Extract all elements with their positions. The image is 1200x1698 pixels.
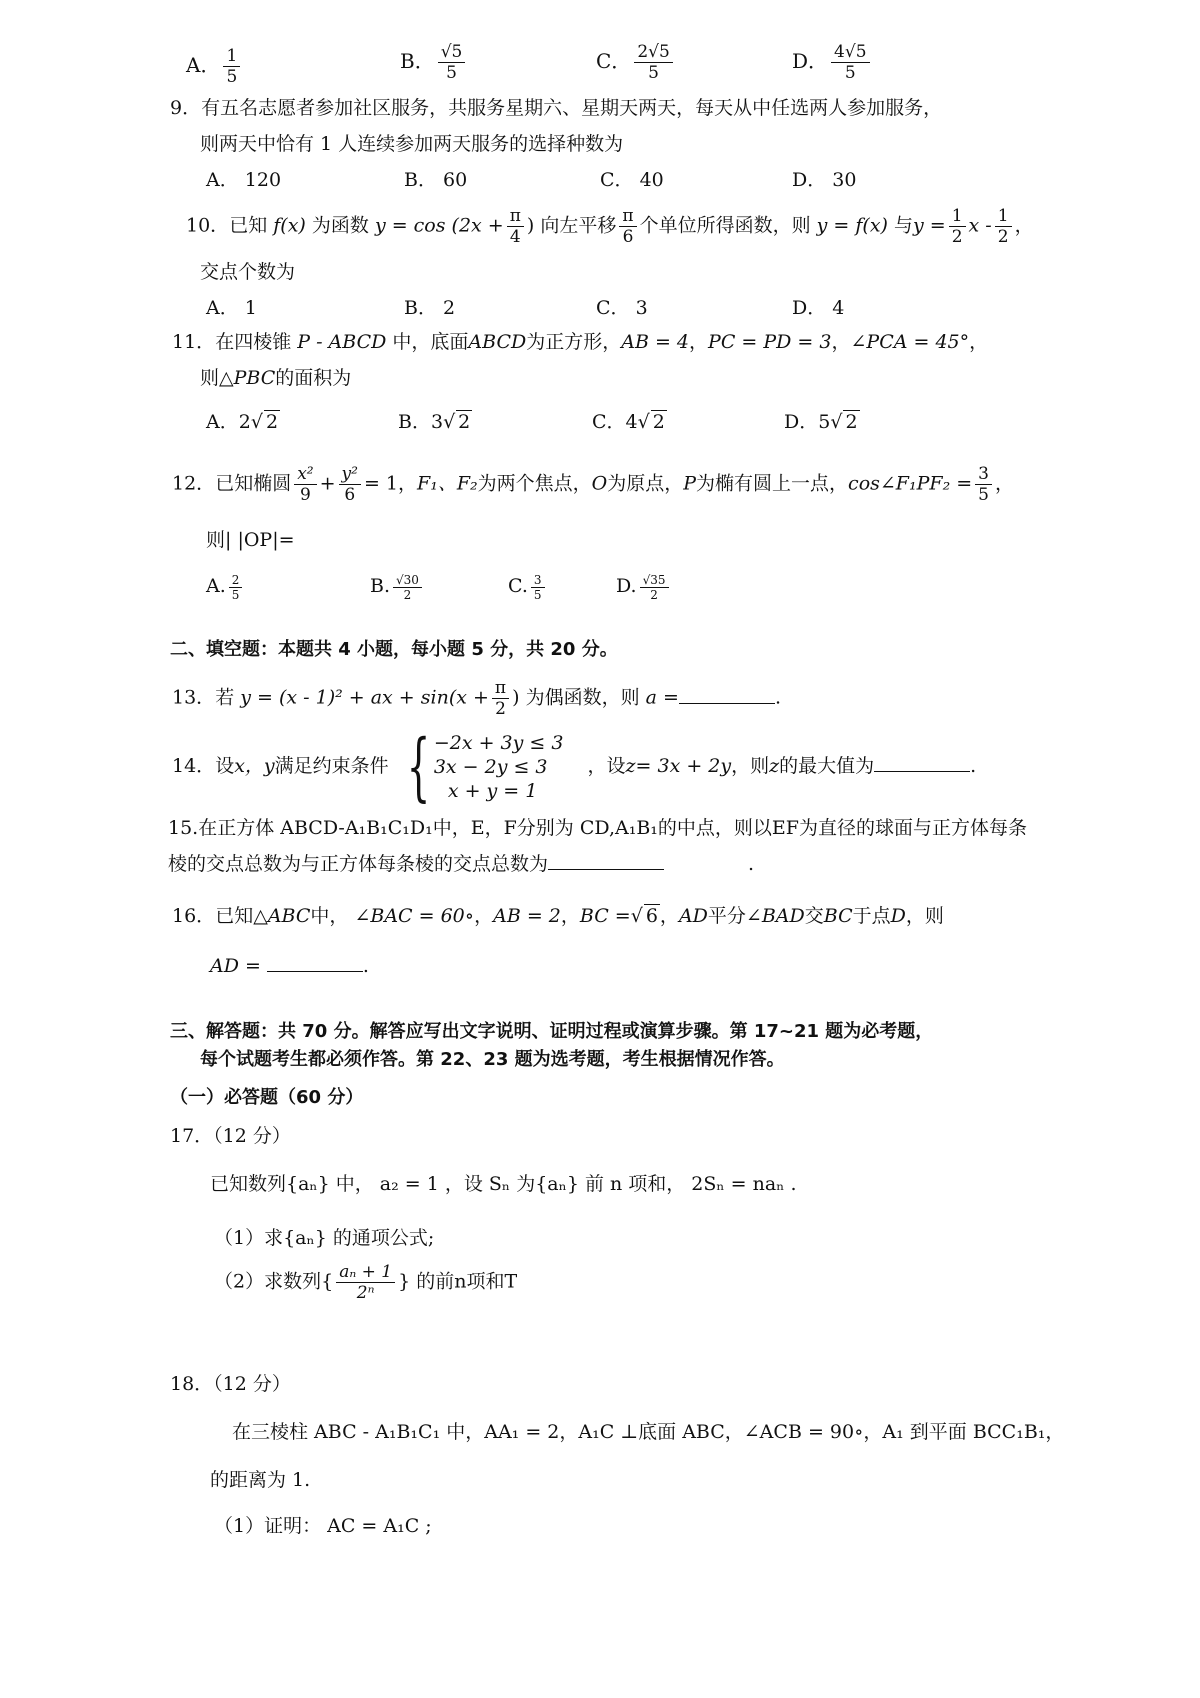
q14-line: 14．设x，y满足约束条件 { −2x + 3y ≤ 3 3x − 2y ≤ 3 x + y = 1 ，设z= 3x + 2y，则z的最大值为 . — [172, 724, 977, 810]
q10-option-a: A． 1 — [206, 297, 257, 319]
q12-option-b: B. $\frac{√30}{2}$ — [370, 572, 425, 602]
section-3-heading-line2: 每个试题考生都必须作答。第 22、23 题为选考题，考生根据情况作答。 — [200, 1049, 785, 1070]
q11-line1: 11．在四棱锥 P - ABCD 中，底面ABCD为正方形，AB = 4，PC = PD = 3，∠PCA = 45°， — [172, 331, 989, 353]
q15-line1: 15.在正方体 ABCD-A₁B₁C₁D₁中，E，F分别为 CD,A₁B₁的中点，则以EF为直径的球面与正方体每条 — [168, 817, 1027, 839]
q18-part1: （1）证明： AC = A₁C ; — [214, 1515, 432, 1537]
q11-line2: 则△PBC的面积为 — [200, 367, 352, 389]
q18-statement-line2: 的距离为 1. — [210, 1469, 311, 1491]
q13-line: 13．若 y = (x - 1)² + ax + sin(x + $\frac{\pi}{2}$ ) 为偶函数，则 a = . — [172, 678, 781, 719]
q8-option-d: D． $\frac{4√5}{5}$ — [792, 42, 873, 83]
q12-option-d: D. $\frac{√35}{2}$ — [616, 572, 672, 602]
q16-line1: 16．已知△ABC中， ∠BAC = 60∘，AB = 2，BC =√ 6 ，AD平分∠BAD交BC于点D，则 — [172, 905, 944, 927]
q11-option-c: C．4√ 2 — [592, 411, 665, 433]
q14-constraint-system: { −2x + 3y ≤ 3 3x − 2y ≤ 3 x + y = 1 — [406, 724, 564, 810]
section-2-heading: 二、填空题：本题共 4 小题，每小题 5 分，共 20 分。 — [170, 639, 618, 660]
q17-part1: （1）求{aₙ} 的通项公式; — [214, 1227, 435, 1249]
q10-line2: 交点个数为 — [200, 261, 296, 283]
q11-option-d: D．5√ 2 — [784, 411, 858, 433]
q11-option-b: B．3√ 2 — [398, 411, 471, 433]
q17-header: 17．（12 分） — [170, 1125, 291, 1147]
q12-line1: 12．已知椭圆 $\frac{\text{x²}}{9}$ + $\frac{\text{y²}}{6}$ = 1，F₁、F₂为两个焦点，O为原点，P为椭有圆上一点，cos∠F₁PF₂ = $\frac{3}{5}$ ， — [172, 464, 1014, 505]
q15-answer-blank[interactable] — [548, 851, 664, 870]
q17-part2: （2）求数列{ $\frac{\text{aₙ + 1}}{\text{2ⁿ}}$ } 的前n项和T — [214, 1262, 518, 1303]
q17-statement: 已知数列{aₙ} 中， a₂ = 1 ，设 Sₙ 为{aₙ} 前 n 项和， 2Sₙ = naₙ . — [210, 1173, 797, 1195]
q16-answer-blank[interactable] — [267, 953, 363, 972]
q8-option-c: C． $\frac{2√5}{5}$ — [596, 42, 676, 83]
q12-option-a: A. $\frac{2}{5}$ — [206, 572, 245, 602]
q12-line2: 则| |OP|= — [206, 529, 295, 551]
section-3a-heading: （一）必答题（60 分） — [170, 1087, 364, 1108]
q10-option-b: B． 2 — [404, 297, 456, 319]
q9-line2: 则两天中恰有 1 人连续参加两天服务的选择种数为 — [200, 133, 624, 155]
q9-option-a: A． 120 — [206, 169, 282, 191]
q10-option-d: D． 4 — [792, 297, 845, 319]
q13-answer-blank[interactable] — [679, 685, 775, 704]
q14-answer-blank[interactable] — [874, 753, 970, 772]
q9-option-d: D． 30 — [792, 169, 857, 191]
section-3-heading-line1: 三、解答题：共 70 分。解答应写出文字说明、证明过程或演算步骤。第 17~21 题为必考题， — [170, 1021, 934, 1042]
q16-line2: AD = . — [210, 955, 369, 977]
q10-option-c: C． 3 — [596, 297, 648, 319]
q11-option-a: A．2√ 2 — [206, 411, 279, 433]
q9-line1: 9．有五名志愿者参加社区服务，共服务星期六、星期天两天，每天从中任选两人参加服务， — [170, 97, 943, 119]
q15-line2: 棱的交点总数为与正方体每条棱的交点总数为 . — [168, 853, 755, 875]
q10-line1: 10．已知 f(x) 为函数 y = cos (2x + $\frac{\pi}{4}$ ) 向左平移 $\frac{\pi}{6}$ 个单位所得函数，则 y = f(x) 与y = $\frac{1}{2}$ x - $\frac{1}{2}$ ， — [186, 206, 1034, 247]
q18-header: 18．（12 分） — [170, 1373, 291, 1395]
q12-option-c: C. $\frac{3}{5}$ — [508, 572, 548, 602]
q8-option-a: A． $\frac{1}{5}$ — [186, 46, 243, 87]
q9-option-b: B． 60 — [404, 169, 468, 191]
q8-option-b: B． $\frac{√5}{5}$ — [400, 42, 468, 83]
q9-option-c: C． 40 — [600, 169, 664, 191]
q18-statement-line1: 在三棱柱 ABC - A₁B₁C₁ 中，AA₁ = 2，A₁C ⊥底面 ABC，∠ACB = 90∘，A₁ 到平面 BCC₁B₁， — [232, 1421, 1065, 1443]
